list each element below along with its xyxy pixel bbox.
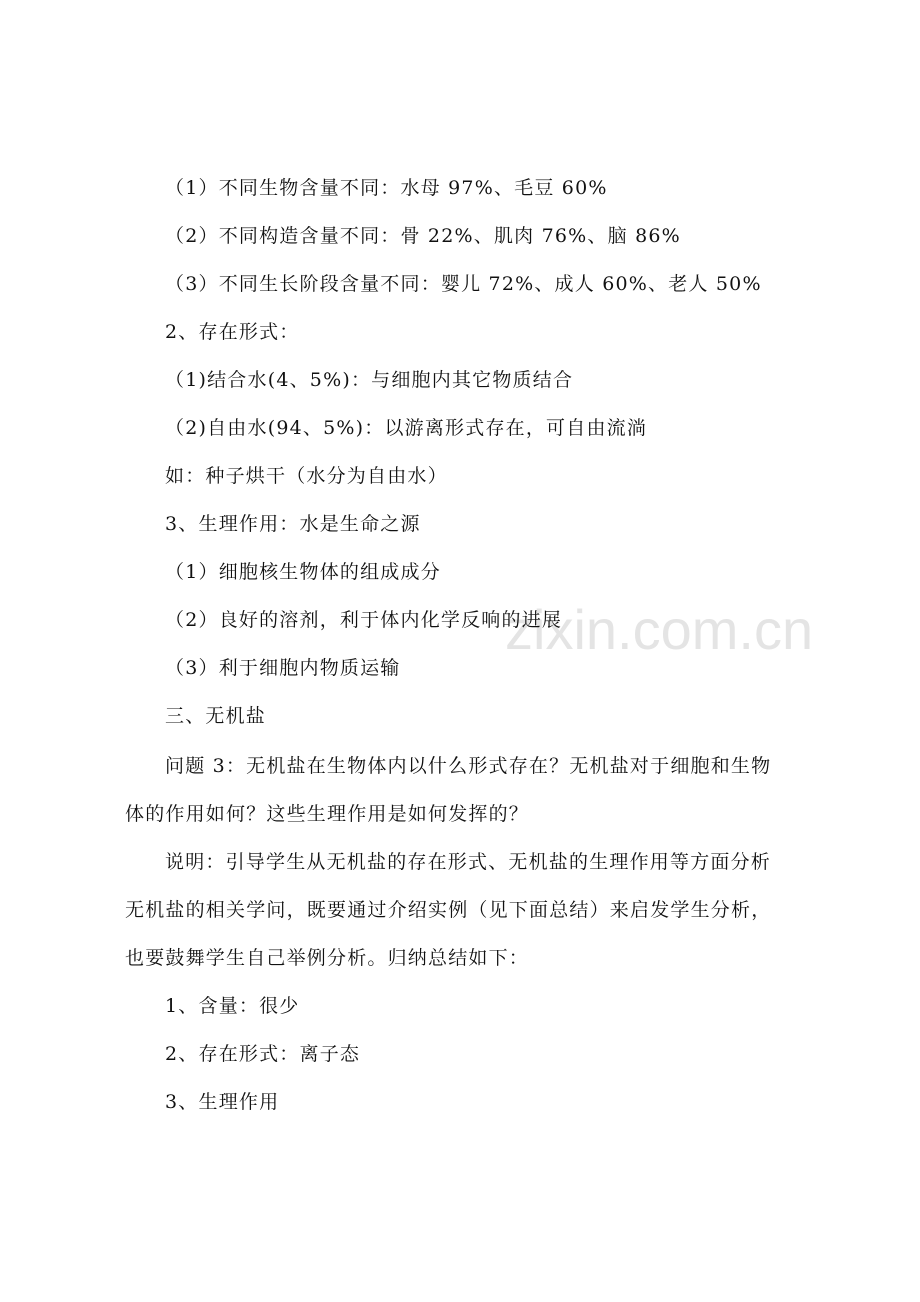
question-line-1: 问题 3：无机盐在生物体内以什么形式存在？无机盐对于细胞和生物 [165, 755, 772, 777]
text-line-10: （2）良好的溶剂，利于体内化学反响的进展 [165, 609, 563, 631]
section-heading-inorganic-salts: 三、无机盐 [165, 705, 267, 727]
text-line-2: （2）不同构造含量不同：骨 22%、肌肉 76%、脑 86% [165, 225, 681, 247]
section-heading-storage-form: 2、存在形式： [165, 321, 300, 343]
watermark: zixin.com.cn [505, 598, 814, 661]
text-line-6: （2)自由水(94、5%)：以游离形式存在，可自由流淌 [165, 417, 648, 439]
text-line-5: （1)结合水(4、5%)：与细胞内其它物质结合 [165, 369, 574, 391]
explanation-line-2: 无机盐的相关学问，既要通过介绍实例（见下面总结）来启发学生分析， [125, 899, 772, 921]
explanation-line-3: 也要鼓舞学生自己举例分析。归纳总结如下： [125, 947, 530, 969]
text-line-11: （3）利于细胞内物质运输 [165, 657, 401, 679]
summary-item-form: 2、存在形式：离子态 [165, 1043, 361, 1065]
summary-item-content: 1、含量：很少 [165, 995, 300, 1017]
text-line-1: （1）不同生物含量不同：水母 97%、毛豆 60% [165, 177, 608, 199]
text-line-3: （3）不同生长阶段含量不同：婴儿 72%、成人 60%、老人 50% [165, 273, 762, 295]
section-heading-physiology: 3、生理作用：水是生命之源 [165, 513, 421, 535]
text-line-7: 如：种子烘干（水分为自由水） [165, 465, 448, 487]
summary-item-physiology: 3、生理作用 [165, 1091, 280, 1113]
explanation-line-1: 说明：引导学生从无机盐的存在形式、无机盐的生理作用等方面分析 [165, 851, 772, 873]
question-line-2: 体的作用如何？这些生理作用是如何发挥的？ [125, 803, 530, 825]
text-line-9: （1）细胞核生物体的组成成分 [165, 561, 441, 583]
